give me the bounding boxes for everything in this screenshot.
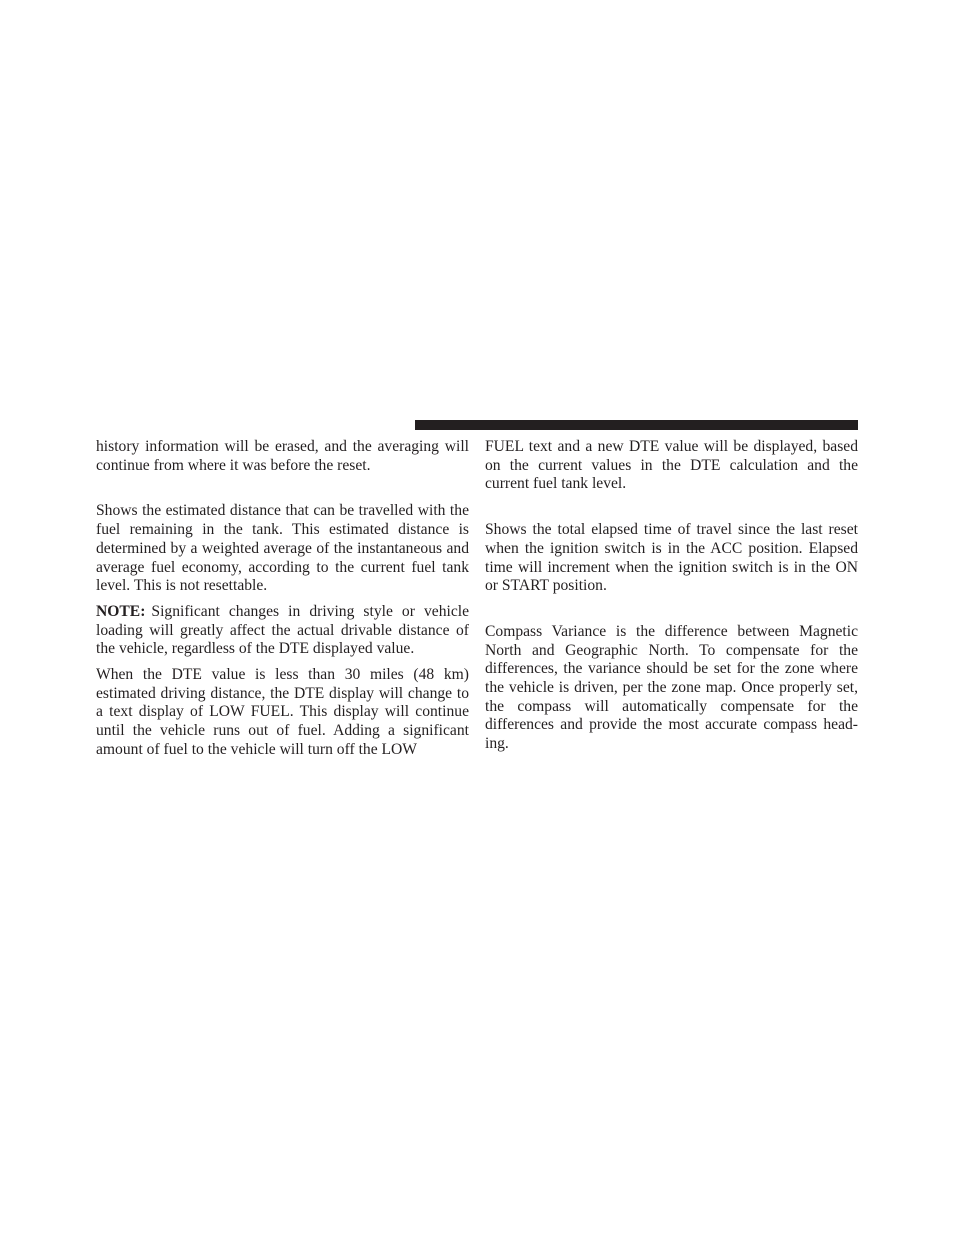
dte-description-paragraph: Shows the estimated distance that can be travelled with the fuel remaining in the tank. This estimated distance is determined by a weighted average of the instantaneous and average fuel economy, according to the current fuel tank level. This is not resettable. bbox=[96, 502, 469, 595]
note-label: NOTE: bbox=[96, 602, 146, 620]
low-fuel-paragraph: When the DTE value is less than 30 miles (48 km) estimated driving distance, the DTE display will change to a text display of LOW FUEL. This display will continue until the vehicle runs out of fuel. Adding a significant amount of fuel to the vehicle will turn off the LOW bbox=[96, 666, 469, 758]
note-paragraph bbox=[96, 603, 469, 659]
history-reset-paragraph: history information will be erased, and the averaging will continue from where it was before the reset. bbox=[96, 438, 469, 474]
compass-variance-paragraph: Compass Variance is the difference between Magnetic North and Geographic North. To compensate for the differences, the variance should be set for the zone where the vehicle is driven, per the zone map. Once properly set, the compass will automatically compensate for the differences and provide the most accurate compass heading. bbox=[485, 622, 858, 753]
low-fuel-continued-paragraph: FUEL text and a new DTE value will be displayed, based on the current values in the DTE calculation and the current fuel tank level. bbox=[485, 438, 858, 493]
right-column bbox=[485, 438, 858, 754]
section-header-bar bbox=[415, 420, 858, 430]
left-column bbox=[96, 438, 469, 760]
note-text: Significant changes in driving style or vehicle loading will greatly affect the actual drivable distance of the vehicle, regardless of the DTE displayed value. bbox=[96, 602, 469, 658]
elapsed-time-paragraph: Shows the total elapsed time of travel since the last reset when the ignition switch is in the ACC position. Elapsed time will increment when the ignition switch is in the ON or START position. bbox=[485, 521, 858, 595]
